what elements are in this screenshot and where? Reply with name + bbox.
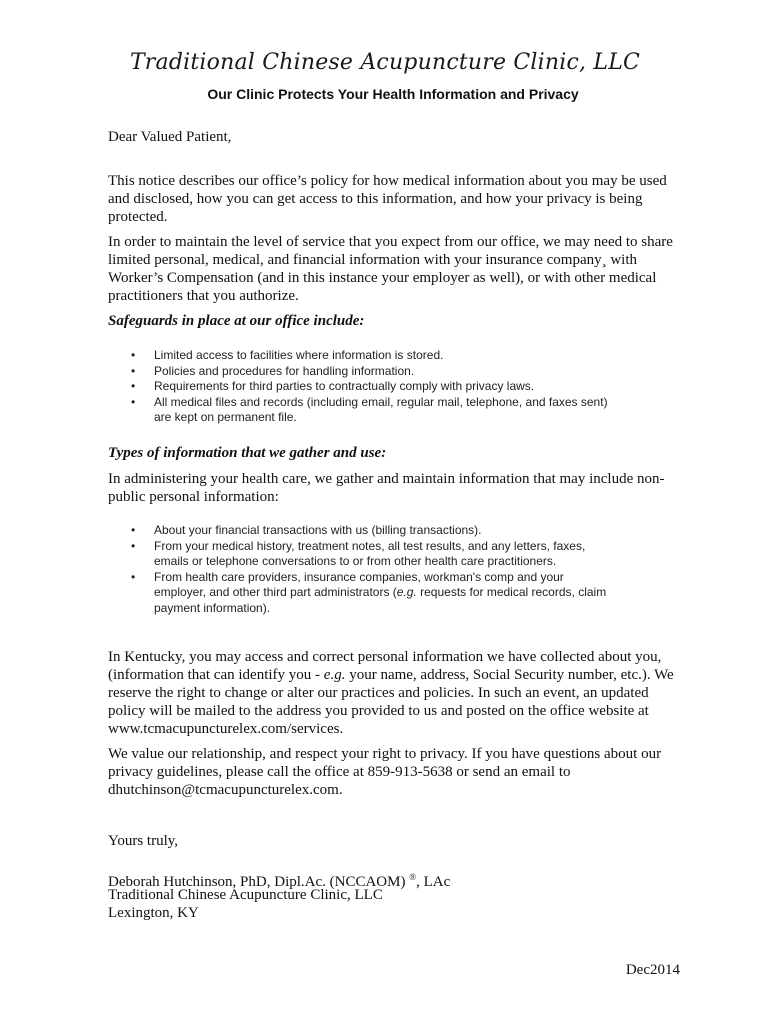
types-heading: Types of information that we gather and use: [108, 445, 387, 461]
service-paragraph: In order to maintain the level of service that you expect from our office, we may need to share limited personal, medical, and financial information with your insurance company¸ with Worker’s Compensation (and in this instance your employer as well), or with other medical practitioners that you authorize. [108, 234, 673, 304]
list-item-text: From health care providers, insurance companies, workman's comp and your employer, and other third part administrators ( [154, 569, 564, 599]
list-item-text: requests for medical records, claim payment information). [154, 585, 607, 615]
signer-clinic: Traditional Chinese Acupuncture Clinic, LLC [108, 887, 383, 903]
safeguards-heading: Safeguards in place at our office include: [108, 313, 365, 329]
list-item: • Requirements for third parties to contractually comply with privacy laws. [154, 379, 614, 395]
closing: Yours truly, [108, 833, 179, 849]
signer-location: Lexington, KY [108, 905, 199, 921]
kentucky-paragraph [108, 648, 676, 738]
eg-abbrev: e.g. [396, 585, 417, 599]
types-intro-paragraph: In administering your health care, we gather and maintain information that may include non-public personal information: [108, 471, 665, 505]
list-item: • Limited access to facilities where information is stored. [154, 348, 614, 364]
clinic-title: Traditional Chinese Acupuncture Clinic, LLC [129, 50, 641, 75]
document-date: Dec2014 [625, 962, 680, 978]
paragraph-text: In Kentucky, you may access and correct personal information we have collected about you, (information that can identify you - [108, 649, 662, 683]
list-item: • About your financial transactions with us (billing transactions). [154, 523, 614, 539]
list-item: • From your medical history, treatment notes, all test results, and any letters, faxes, emails or telephone conversations to or from other health care practitioners. [154, 539, 614, 570]
signer-name-text: Deborah Hutchinson, PhD, Dipl.Ac. (NCCAOM) [108, 874, 410, 890]
types-list [154, 523, 614, 616]
paragraph-text: your name, address, Social Security number, etc.). We reserve the right to change or alter our practices and policies. In such an event, an updated policy will be mailed to the address you provided to us and posted on the office website at www.tcmacupuncturelex.com/services. [108, 667, 674, 737]
signer-credential: , LAc [416, 874, 451, 890]
greeting: Dear Valued Patient, [108, 129, 232, 145]
eg-abbrev: e.g. [323, 667, 346, 683]
relationship-paragraph: We value our relationship, and respect your right to privacy. If you have questions about our privacy guidelines, please call the office at 859-913-5638 or send an email to dhutchinson@tcmacupuncturelex.com. [108, 746, 662, 798]
registered-mark: ® [409, 872, 417, 882]
safeguards-list [154, 348, 614, 426]
list-item: • All medical files and records (including email, regular mail, telephone, and faxes sent) are kept on permanent file. [154, 395, 614, 426]
list-item: • Policies and procedures for handling information. [154, 364, 614, 380]
intro-paragraph: This notice describes our office’s policy for how medical information about you may be used and disclosed, how you can get access to this information, and how your privacy is being protected. [108, 173, 667, 225]
notice-subtitle: Our Clinic Protects Your Health Information and Privacy [207, 86, 579, 102]
list-item [154, 570, 614, 617]
